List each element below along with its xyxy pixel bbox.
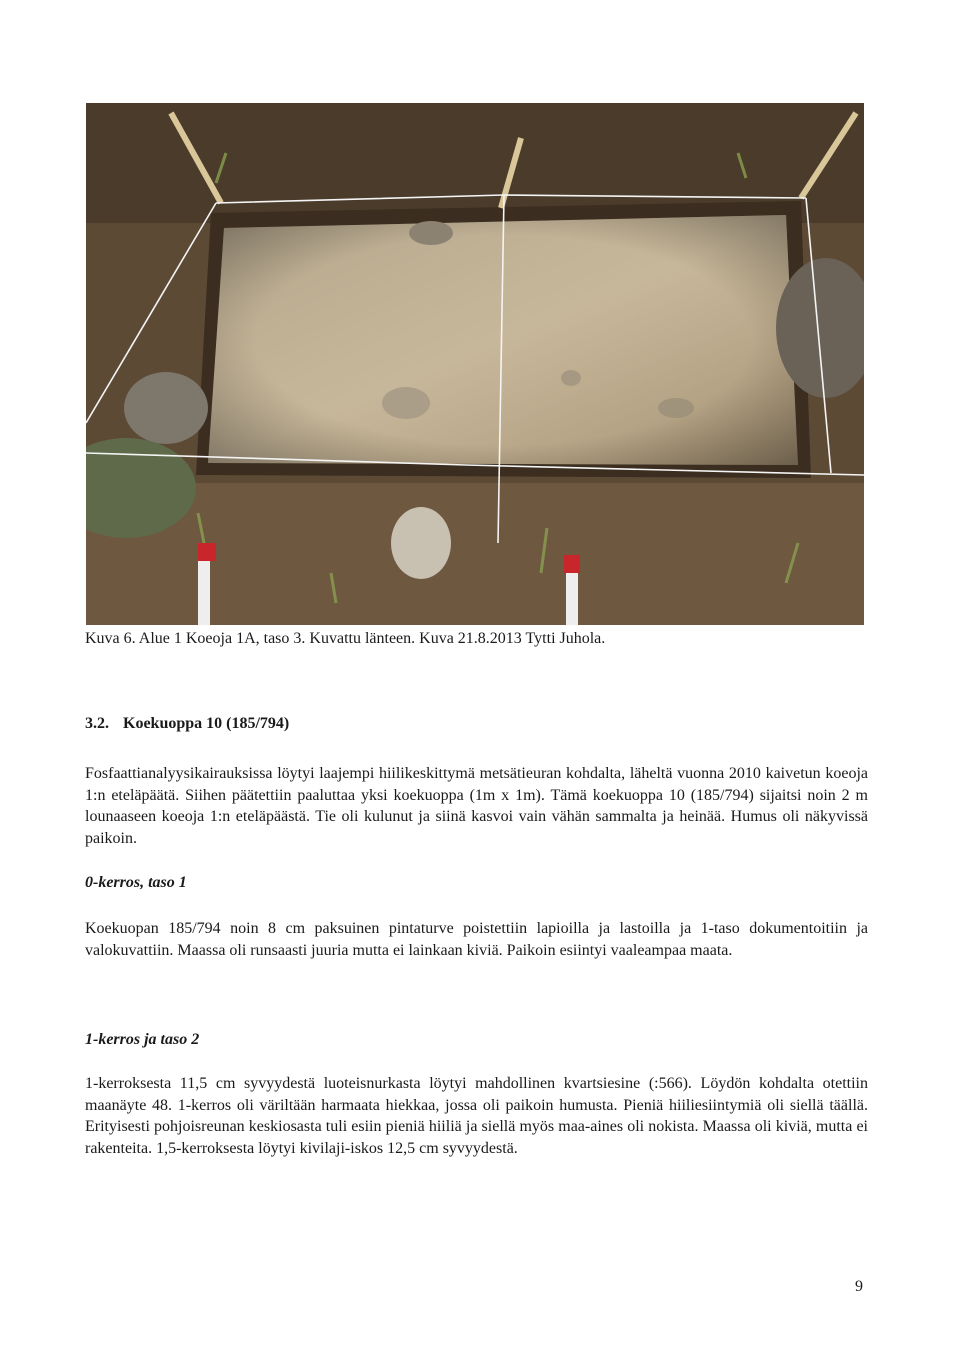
figure-caption: Kuva 6. Alue 1 Koeoja 1A, taso 3. Kuvattu länteen. Kuva 21.8.2013 Tytti Juhola. (85, 630, 606, 647)
layer1-paragraph: 1-kerroksesta 11,5 cm syvyydestä luoteisnurkasta löytyi mahdollinen kvartsiesine (:566). Löydön kohdalta otettiin maanäyte 48. 1-kerros oli väriltään harmaata hiekkaa, jossa oli paikoin humusta. Pieniä hiiliesiintymiä oli siellä täällä. Erityisesti pohjoisreunan keskiosasta tuli esiin pieniä hiiliä ja siellä myös maa-aines oli nokista. Maassa oli kiviä, mutta ei rakenteita. 1,5-kerroksesta löytyi kivilaji-iskos 12,5 cm syvyydestä. (85, 1075, 868, 1157)
excavation-photo-illustration (86, 103, 864, 625)
page-number: 9 (855, 1278, 863, 1295)
layer0-paragraph: Koekuopan 185/794 noin 8 cm paksuinen pintaturve poistettiin lapioilla ja lastoilla ja 1-taso dokumentoitiin ja valokuvattiin. Maassa oli runsaasti juuria mutta ei lainkaan kiviä. Paikoin esiintyi vaaleampaa maata. (85, 920, 868, 959)
layer1-heading: 1-kerros ja taso 2 (85, 1031, 200, 1048)
intro-paragraph: Fosfaattianalyysikairauksissa löytyi laajempi hiilikeskittymä metsätieuran kohdalta, läheltä vuonna 2010 kaivetun koeoja 1:n eteläpäätä. Siihen päätettiin paaluttaa yksi koekuoppa (1m x 1m). Tämä koekuoppa 10 (185/794) sijaitsi noin 2 m lounaaseen koeoja 1:n eteläpäästä. Tie oli kulunut ja siinä kasvoi vain vähän sammalta ja heinää. Humus oli näkyvissä paikoin. (85, 765, 868, 847)
excavation-photo (86, 103, 864, 625)
section-title: Koekuoppa 10 (185/794) (123, 715, 290, 732)
section-heading (85, 714, 289, 734)
section-number: 3.2. (85, 715, 109, 732)
layer0-heading: 0-kerros, taso 1 (85, 874, 187, 891)
